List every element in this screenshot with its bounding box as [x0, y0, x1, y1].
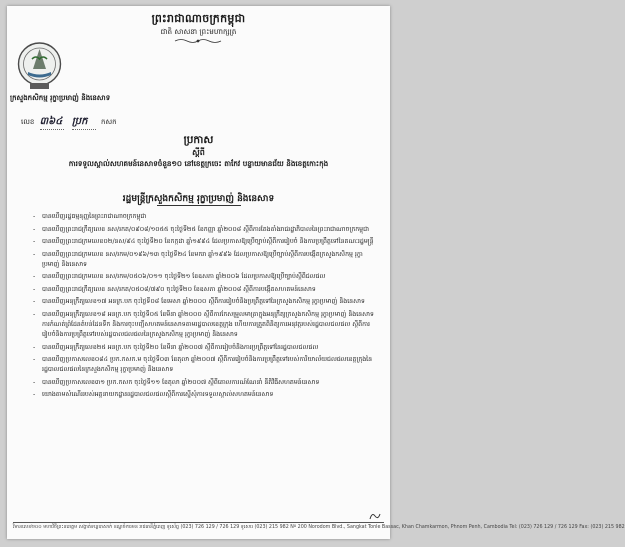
- minister-heading: រដ្ឋមន្ត្រីក្រសួងកសិកម្ម រុក្ខាប្រមាញ់ និងនេសាទ: [122, 194, 275, 204]
- list-item: - បានឃើញព្រះរាជក្រមលេខ០២/នស/៩៤ ចុះថ្ងៃទី២០ ខែកក្កដា ឆ្នាំ១៩៩៤ ដែលប្រកាសឱ្យប្រើច្បាប់ស្តីពីការរៀបចំ និងការប្រព្រឹត្តទៅនៃគណៈរដ្ឋមន្ត្រី: [33, 237, 380, 247]
- list-item: - បានឃើញព្រះរាជក្រមលេខ នស/រកម/០១៩៦/១៣ ចុះថ្ងៃទី២៤ ខែមករា ឆ្នាំ១៩៩៦ ដែលប្រកាសឱ្យប្រើច្បាប់ស្តីពីការបង្កើតក្រសួងកសិកម្ម រុក្ខាប្រមាញ់ និងនេសាទ: [33, 250, 380, 270]
- list-item: - បានឃើញព្រះរាជក្រមលេខ នស/រកម/០៥០៦/០១១ ចុះថ្ងៃទី២១ ខែឧសភា ឆ្នាំ២០០៦ ដែលប្រកាសឱ្យប្រើច្បាប់ស្តីពីជលផល: [33, 272, 380, 282]
- footer-address: វិមានលេខ២០០ មហាវិថីព្រះនរោត្តម សង្កាត់ទន្លេបាសាក់ ខណ្ឌចំការមន រាជធានីភ្នំពេញ ទូរស័ព្ទ (023) 726 129 / 726 129 ទូរសារ (023) 215 982 Nº 200 Norodom Blvd., Sangkat Tonle Bassac, Khan Chamkarmon, Phnom Penh, Cambodia Tel: (023) 726 129 / 726 129 Fax: (023) 215 982: [13, 525, 625, 530]
- initials-mark-icon: [368, 510, 382, 522]
- announcement-title: ប្រកាស: [183, 134, 214, 146]
- document-page: [7, 6, 625, 539]
- ref-number: ៣៦៤: [40, 114, 64, 130]
- list-item: - បានឃើញព្រះរាជក្រឹត្យលេខ នស/រកត/០៩០៨/១០៥៥ ចុះថ្ងៃទី២៥ ខែកញ្ញា ឆ្នាំ២០០៨ ស្តីពីការតែងតាំងរាជរដ្ឋាភិបាលនៃព្រះរាជាណាចក្រកម្ពុជា: [33, 225, 380, 235]
- national-motto: ជាតិ សាសនា ព្រះមហាក្សត្រ: [160, 27, 237, 36]
- title-underline: [157, 205, 241, 206]
- ministry-emblem-icon: [16, 39, 63, 91]
- ornament-divider-icon: [173, 38, 223, 44]
- list-item: - បានឃើញរដ្ឋធម្មនុញ្ញនៃព្រះរាជាណាចក្រកម្ពុជា: [33, 212, 380, 222]
- kingdom-heading: ព្រះរាជាណាចក្រកម្ពុជា: [151, 12, 246, 25]
- considerations-list: [33, 212, 380, 403]
- concerning-label: ស្តីពី: [192, 148, 205, 157]
- list-item: - បានឃើញអនុក្រឹត្យលេខ១៨ អនក្រ.បក ចុះថ្ងៃទី០៥ ខែមីនា ឆ្នាំ២០០០ ស្តីពីការកែសម្រួលមាត្រាក្នុងអនុក្រឹត្យក្រសួងកសិកម្ម រុក្ខាប្រមាញ់ និងនេសាទ ការកំណត់ព្រំដែនតំបន់ដែនទឹក និងការចុះបញ្ជីសហគមន៍នេសាទតាមរដ្ឋបាលខេត្តក្រុង ហើយការត្រួតពិនិត្យការអនុវត្តរបស់រដ្ឋបាលជលផល ស្តីពីការរៀបចំនិងការប្រព្រឹត្តទៅរបស់រដ្ឋបាលជលផលនៃក្រសួងកសិកម្ម រុក្ខាប្រមាញ់ និងនេសាទ: [33, 310, 380, 341]
- footer-divider: [13, 522, 384, 523]
- list-item: - បានឃើញអនុក្រឹត្យលេខ១៧ អនក្រ.បក ចុះថ្ងៃទី០៨ ខែមេសា ឆ្នាំ២០០០ ស្តីពីការរៀបចំនិងប្រព្រឹត្តទៅនៃក្រសួងកសិកម្ម រុក្ខាប្រមាញ់ និងនេសាទ: [33, 297, 380, 307]
- ref-label: លេខ: [21, 118, 35, 126]
- subject-line: ការទទួលស្គាល់សហគមន៍នេសាទចំនួន១០ នៅខេត្តក្រចេះ តាកែវ បន្ទាយមានជ័យ និងខេត្តកោះកុង: [68, 159, 329, 168]
- reference-line: [21, 114, 117, 130]
- list-item: - បានឃើញប្រកាសលេខ០៨៤ ប្រក.កសក.ម ចុះថ្ងៃទី០៣ ខែតុលា ឆ្នាំ២០០៧ ស្តីពីការរៀបចំនិងការប្រព្រឹត្តទៅរបស់ការិយាល័យជលផលខេត្តក្រុងនៃរដ្ឋបាលជលផលនៃក្រសួងកសិកម្ម រុក្ខាប្រមាញ់ និងនេសាទ: [33, 355, 380, 375]
- ref-suffix: ប្រក: [72, 114, 96, 130]
- list-item: - បានឃើញព្រះរាជក្រឹត្យលេខ នស/រកត/០៥០៨/៧៩០ ចុះថ្ងៃទី២០ ខែឧសភា ឆ្នាំ២០០៨ ស្តីពីការបង្កើតសហគមន៍នេសាទ: [33, 285, 380, 295]
- list-item: - បានឃើញអនុក្រឹត្យលេខ២៥ អនក្រ.បក ចុះថ្ងៃទី២០ ខែមីនា ឆ្នាំ២០០៧ ស្តីពីការរៀបចំនិងការប្រព្រឹត្តទៅនៃរដ្ឋបាលជលផល: [33, 343, 380, 353]
- ministry-name: ក្រសួងកសិកម្ម រុក្ខាប្រមាញ់ និងនេសាទ: [10, 94, 111, 102]
- list-item: - បានឃើញប្រកាសលេខ៣១ ប្រក.កសក ចុះថ្ងៃទី១១ ខែតុលា ឆ្នាំ២០០៧ ស្តីពីគោលការណ៍ណែនាំ នីតិវិធីសហគមន៍នេសាទ: [33, 378, 380, 388]
- list-item: - យោងតាមសំណើររបស់អគ្គនាយកដ្ឋានរដ្ឋបាលជលផលស្តីពីការស្នើសុំការទទួលស្គាល់សហគមន៍នេសាទ: [33, 390, 380, 400]
- ref-tail: កសក: [101, 118, 117, 126]
